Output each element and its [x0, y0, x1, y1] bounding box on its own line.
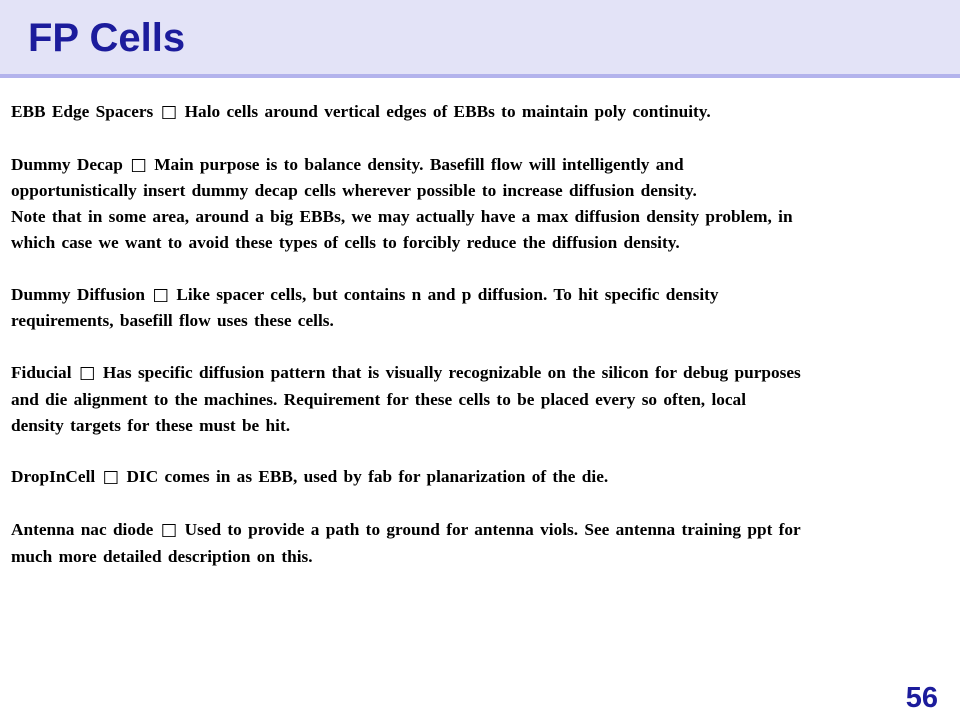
paragraph-line: which case we want to avoid these types of cells to forcibly reduce the diffusion density. — [11, 232, 680, 252]
term-label: EBB Edge Spacers — [11, 102, 154, 121]
term-description: Like spacer cells, but contains n and p diffusion. To hit specific density — [176, 284, 719, 304]
term-description: Has specific diffusion pattern that is visually recognizable on the silicon for debug purposes — [102, 362, 801, 382]
term-label: Antenna nac diode — [11, 519, 154, 539]
paragraph-line — [11, 360, 941, 387]
term-description: Used to provide a path to ground for antenna viols. See antenna training ppt for — [184, 519, 801, 539]
paragraph-dummy-decap — [11, 152, 941, 256]
paragraph-line: Note that in some area, around a big EBBs, we may actually have a max diffusion density problem, in — [11, 207, 793, 227]
paragraph-line: opportunistically insert dummy decap cells wherever possible to increase diffusion density. — [11, 181, 697, 201]
slide-body — [11, 99, 941, 595]
paragraph-dropincell — [11, 464, 941, 491]
term-label: Dummy Diffusion — [11, 284, 146, 304]
paragraph-dummy-diffusion — [11, 282, 941, 335]
paragraph-line: requirements, basefill flow uses these cells. — [11, 311, 334, 331]
paragraph-line: much more detailed description on this. — [11, 546, 313, 566]
bullet-separator-icon: □ — [95, 467, 127, 488]
paragraph-line: and die alignment to the machines. Requirement for these cells to be placed every so often, local — [11, 389, 747, 409]
term-description: Halo cells around vertical edges of EBBs to maintain poly continuity. — [184, 102, 711, 121]
title-bar — [0, 0, 960, 78]
paragraph-fiducial — [11, 360, 941, 438]
paragraph-antenna-nac-diode — [11, 517, 941, 570]
paragraph-ebb-edge-spacers — [11, 99, 941, 126]
term-label: Fiducial — [11, 362, 72, 382]
paragraph-line: density targets for these must be hit. — [11, 415, 291, 435]
bullet-separator-icon: □ — [145, 284, 177, 305]
paragraph-line — [11, 99, 941, 126]
paragraph-line — [11, 517, 941, 544]
bullet-separator-icon: □ — [153, 102, 185, 122]
paragraph-line — [11, 282, 941, 309]
term-label: Dummy Decap — [11, 154, 123, 174]
paragraph-line — [11, 464, 941, 491]
term-description: Main purpose is to balance density. Basefill flow will intelligently and — [154, 154, 684, 174]
paragraph-line — [11, 152, 941, 179]
slide-title: FP Cells — [28, 16, 186, 60]
bullet-separator-icon: □ — [153, 519, 185, 540]
bullet-separator-icon: □ — [122, 154, 155, 175]
term-label: DropInCell — [11, 467, 96, 487]
bullet-separator-icon: □ — [71, 362, 103, 383]
page-number: 56 — [905, 682, 938, 714]
term-description: DIC comes in as EBB, used by fab for planarization of the die. — [126, 467, 609, 487]
